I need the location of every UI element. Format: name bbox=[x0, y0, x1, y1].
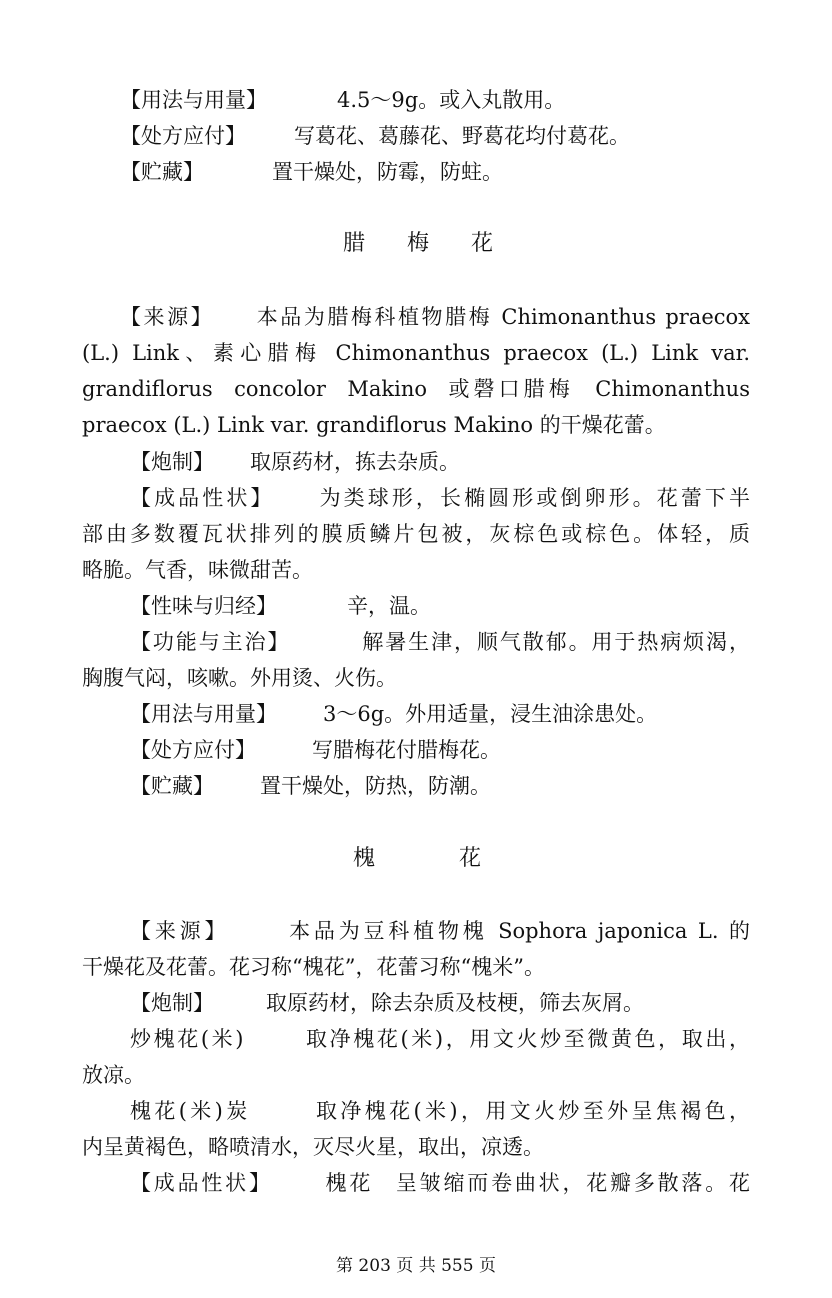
storage-text: 置干燥处，防霉，防蛀。 bbox=[272, 160, 503, 184]
source-label: 【来源】 bbox=[130, 919, 230, 943]
function-label: 【功能与主治】 bbox=[130, 630, 291, 654]
section-title-lameihua bbox=[343, 230, 493, 258]
title-char: 花 bbox=[459, 846, 482, 871]
huai-appearance-line-1: 【成品性状】 槐花 呈皱缩而卷曲状，花瓣多散落。花 bbox=[130, 1171, 750, 1195]
prescription-text: 写葛花、葛藤花、野葛花均付葛花。 bbox=[294, 124, 630, 148]
huai-processing-row: 【炮制】 取原药材，除去杂质及枝梗，筛去灰屑。 bbox=[130, 991, 644, 1015]
usage-row bbox=[120, 86, 565, 114]
huai-source-line-1: 【来源】 本品为豆科植物槐 Sophora japonica L. 的 bbox=[130, 919, 750, 943]
storage-label: 【贮藏】 bbox=[130, 774, 214, 798]
storage-row bbox=[120, 158, 503, 186]
prescription-label: 【处方应付】 bbox=[130, 738, 256, 762]
nature-row: 【性味与归经】 辛，温。 bbox=[130, 594, 431, 618]
processing-label: 【炮制】 bbox=[130, 991, 214, 1015]
title-char: 花 bbox=[471, 231, 494, 256]
fried-line-1: 炒槐花(米) 取净槐花(米)，用文火炒至微黄色，取出， bbox=[130, 1027, 750, 1051]
appearance-line-3: 略脆。气香，味微甜苦。 bbox=[82, 558, 313, 582]
charcoal-line-2: 内呈黄褐色，略喷清水，灭尽火星，取出，凉透。 bbox=[82, 1135, 544, 1159]
function-line-2: 胸腹气闷，咳嗽。外用烫、火伤。 bbox=[82, 666, 397, 690]
section-title-huaihua bbox=[353, 845, 481, 873]
appearance-sub: 槐花 bbox=[322, 1171, 374, 1195]
appearance-label: 【成品性状】 bbox=[130, 1171, 273, 1195]
prescription-row bbox=[120, 122, 630, 150]
usage-label: 【用法与用量】 bbox=[120, 88, 267, 112]
page-footer: 第 203 页 共 555 页 bbox=[336, 1256, 496, 1276]
source-line-1: 【来源】 本品为腊梅科植物腊梅 Chimonanthus praecox bbox=[120, 305, 751, 329]
title-char: 腊 bbox=[343, 231, 366, 256]
title-char: 梅 bbox=[407, 231, 430, 256]
title-char: 槐 bbox=[353, 846, 376, 871]
fried-line-2: 放凉。 bbox=[82, 1063, 145, 1087]
appearance-line-1: 【成品性状】 为类球形，长椭圆形或倒卵形。花蕾下半 bbox=[130, 486, 750, 510]
source-line-4: praecox (L.) Link var. grandiflorus Makino 的干燥花蕾。 bbox=[82, 413, 666, 437]
appearance-line-2: 部由多数覆瓦状排列的膜质鳞片包被，灰棕色或棕色。体轻，质 bbox=[82, 522, 750, 546]
charcoal-label: 槐花(米)炭 bbox=[130, 1099, 251, 1123]
usage-label: 【用法与用量】 bbox=[130, 702, 277, 726]
function-line-1: 【功能与主治】 解暑生津，顺气散郁。用于热病烦渴， bbox=[130, 630, 751, 654]
source-line-3: grandiflorus concolor Makino 或磬口腊梅 Chimonanthus bbox=[82, 377, 750, 401]
huai-source-line-2: 干燥花及花蕾。花习称“槐花”，花蕾习称“槐米”。 bbox=[82, 955, 545, 979]
usage-row-lameihua: 【用法与用量】 3～6g。外用适量，浸生油涂患处。 bbox=[130, 702, 658, 726]
usage-text: 4.5～9g。或入丸散用。 bbox=[337, 88, 566, 112]
appearance-label: 【成品性状】 bbox=[130, 486, 275, 510]
nature-label: 【性味与归经】 bbox=[130, 594, 277, 618]
processing-row: 【炮制】 取原药材，拣去杂质。 bbox=[130, 450, 460, 474]
processing-label: 【炮制】 bbox=[130, 450, 214, 474]
prescription-row-lameihua: 【处方应付】 写腊梅花付腊梅花。 bbox=[130, 738, 501, 762]
prescription-label: 【处方应付】 bbox=[120, 124, 246, 148]
storage-row-lameihua: 【贮藏】 置干燥处，防热，防潮。 bbox=[130, 774, 491, 798]
source-label: 【来源】 bbox=[120, 305, 215, 329]
source-line-2: (L.) Link、素心腊梅 Chimonanthus praecox (L.) Link var. bbox=[82, 341, 750, 365]
fried-label: 炒槐花(米) bbox=[130, 1027, 244, 1051]
storage-label: 【贮藏】 bbox=[120, 160, 204, 184]
charcoal-line-1: 槐花(米)炭 取净槐花(米)，用文火炒至外呈焦褐色， bbox=[130, 1099, 750, 1123]
